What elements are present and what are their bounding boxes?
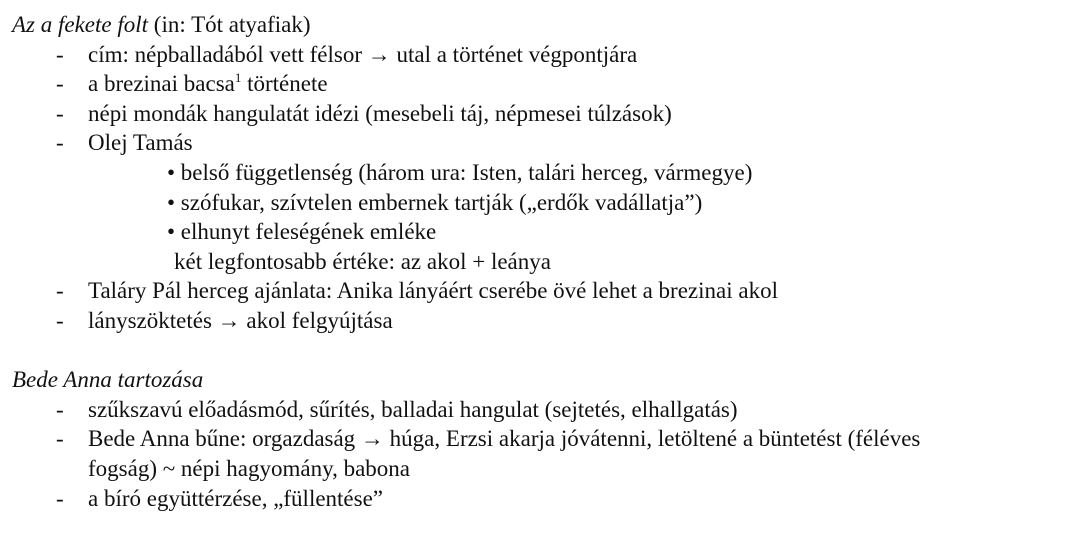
dash-marker: -: [56, 278, 64, 304]
dash-marker: -: [56, 396, 64, 422]
list-item-text: Bede Anna bűne: orgazdaság → húga, Erzsi akarja jóvátenni, letöltené a büntetést (féléves: [88, 426, 921, 452]
list-item: [12, 128, 1072, 158]
list-item: [12, 69, 1072, 99]
list-item-text: Taláry Pál herceg ajánlata: Anika lányáért cserébe övé lehet a brezinai akol: [88, 278, 778, 304]
sub-bullet-item: • szófukar, szívtelen embernek tartják („erdők vadállatja”): [167, 189, 703, 215]
dash-marker: -: [56, 71, 64, 97]
list-item: [12, 276, 1072, 306]
work-title: Az a fekete folt: [12, 12, 149, 37]
section-title-bede-anna: [12, 365, 1072, 395]
list-item-text-main: a brezinai bacsa: [88, 71, 235, 97]
document-page: [12, 10, 1072, 513]
list-item: [12, 40, 1072, 70]
list-item-continuation: fogság) ~ népi hagyomány, babona: [88, 455, 410, 481]
dash-marker: -: [56, 485, 64, 511]
spacer: [12, 336, 1072, 366]
list-item: [12, 99, 1072, 129]
sub-bullet-item: • belső függetlenség (három ura: Isten, talári herceg, vármegye): [167, 159, 753, 185]
sub-note: két legfontosabb értéke: az akol + leánya: [174, 248, 551, 274]
list-item: [12, 306, 1072, 336]
list-item: [12, 484, 1072, 514]
list-item-text: lányszöktetés → akol felgyújtása: [88, 307, 393, 333]
list-item-text: Olej Tamás: [88, 130, 193, 156]
dash-marker: -: [56, 426, 64, 452]
list-item: [12, 424, 1072, 454]
work-source: (in: Tót atyafiak): [148, 12, 311, 37]
list-item-text: cím: népballadából vett félsor → utal a történet végpontjára: [88, 41, 638, 67]
dash-marker: -: [56, 100, 64, 126]
list-item-text: [88, 69, 328, 99]
dash-marker: -: [56, 307, 64, 333]
dash-marker: -: [56, 41, 64, 67]
list-item-text: szűkszavú előadásmód, sűrítés, balladai hangulat (sejtetés, elhallgatás): [88, 396, 738, 422]
footnote-marker: 1: [234, 70, 242, 86]
list-item-text: a bíró együttérzése, „füllentése”: [88, 485, 384, 511]
section-title-fekete-folt: [12, 10, 1072, 40]
work-title: Bede Anna tartozása: [12, 367, 204, 393]
list-item: [12, 395, 1072, 425]
dash-marker: -: [56, 130, 64, 156]
list-item-text-rest: története: [241, 71, 328, 97]
list-item-text: népi mondák hangulatát idézi (mesebeli táj, népmesei túlzások): [88, 100, 672, 126]
sub-bullet-item: • elhunyt feleségének emléke: [167, 219, 437, 245]
